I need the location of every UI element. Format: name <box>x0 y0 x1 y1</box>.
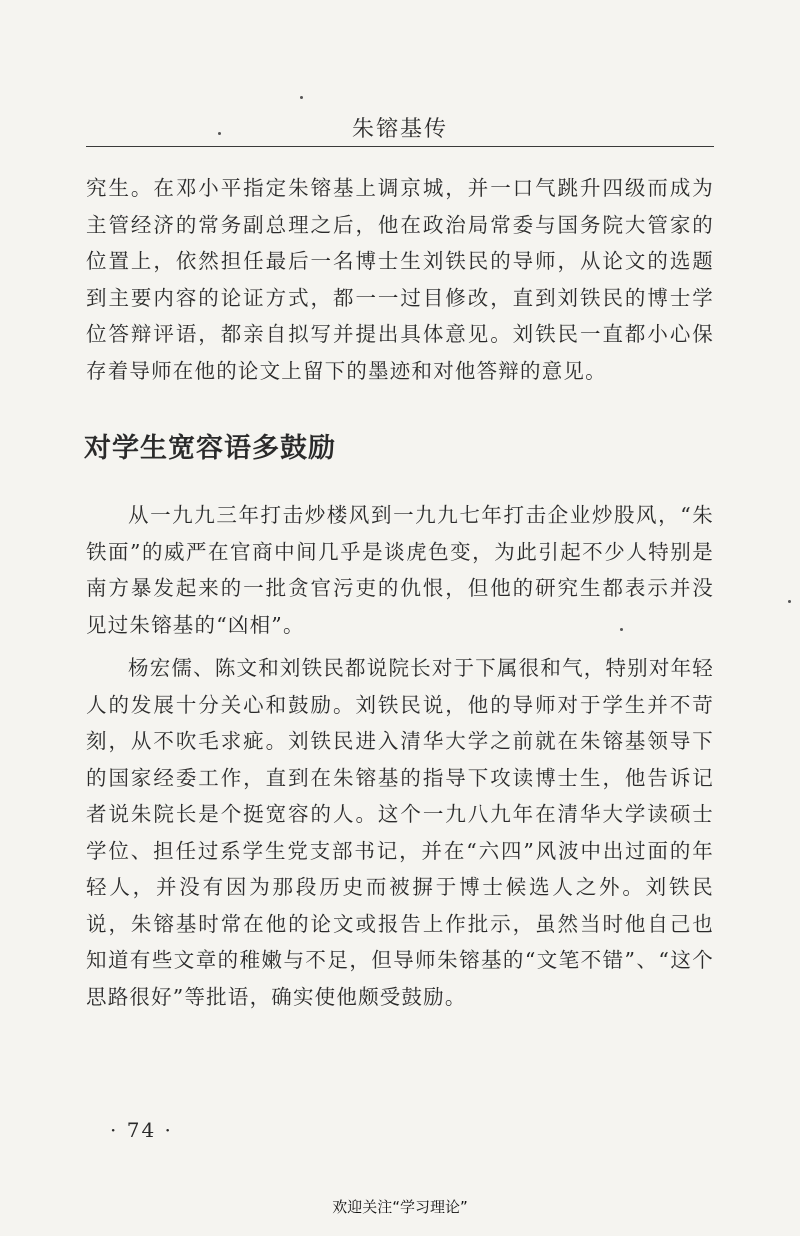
scan-speck <box>300 96 303 99</box>
paragraph-1: 究生。在邓小平指定朱镕基上调京城，并一口气跳升四级而成为主管经济的常务副总理之后，他在政治局常委与国务院大管家的位置上，依然担任最后一名博士生刘铁民的导师，从论文的选题到主要内容的论证方式，都一一过目修改，直到刘铁民的博士学位答辩评语，都亲自拟写并提出具体意见。刘铁民一直都小心保存着导师在他的论文上留下的墨迹和对他答辩的意见。 <box>86 176 714 383</box>
paragraph-2: 从一九九三年打击炒楼风到一九九七年打击企业炒股风，“朱铁面”的威严在官商中间几乎是谈虎色变，为此引起不少人特别是南方暴发起来的一批贪官污吏的仇恨，但他的研究生都表示并没见过朱镕基的“凶相”。 <box>86 503 714 637</box>
paragraph-3: 杨宏儒、陈文和刘铁民都说院长对于下属很和气，特别对年轻人的发展十分关心和鼓励。刘铁民说，他的导师对于学生并不苛刻，从不吹毛求疵。刘铁民进入清华大学之前就在朱镕基领导下的国家经委工作，直到在朱镕基的指导下攻读博士生，他告诉记者说朱院长是个挺宽容的人。这个一九八九年在清华大学读硕士学位、担任过系学生党支部书记，并在“六四”风波中出过面的年轻人，并没有因为那段历史而被摒于博士候选人之外。刘铁民说，朱镕基时常在他的论文或报告上作批示，虽然当时他自己也知道有些文章的稚嫩与不足，但导师朱镕基的“文笔不错”、“这个思路很好”等批语，确实使他颇受鼓励。 <box>86 656 714 1009</box>
running-header-title: 朱镕基传 <box>351 117 448 142</box>
section-title: 对学生宽容语多鼓励 <box>84 433 336 464</box>
scan-speck <box>620 628 623 631</box>
footer-note: 欢迎关注“学习理论” <box>332 1198 468 1216</box>
page-number: · 74 · <box>110 1118 173 1142</box>
scan-speck <box>788 600 791 603</box>
scan-speck <box>218 132 221 135</box>
header-rule <box>86 146 714 147</box>
